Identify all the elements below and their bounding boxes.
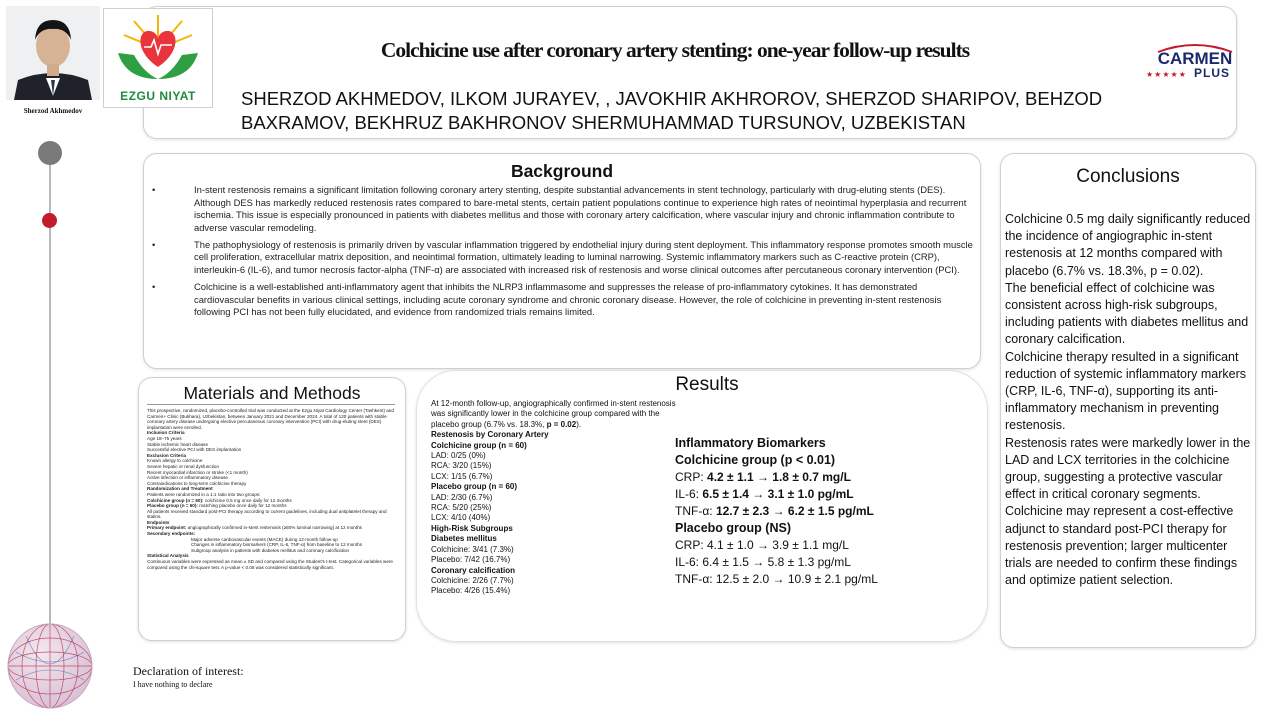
placebo-artery-row: RCA: 5/20 (25%) [431, 503, 492, 513]
background-item-text: The pathophysiology of restenosis is primarily driven by vascular inflammation triggered by endothelial injury during stent deployment. This inflammatory response promotes smooth muscle cell proliferation, extracellular matrix deposition, and neointimal formation, ultimately leading to luminal narrowing. Systemic inflammatory markers such as C-reactive protein (CRP), interleukin-6 (IL-6), and tumor necrosis factor-alpha (TNF-α) are associated with increased risk of restenosis and worse clinical outcomes after percutaneous coronary intervention (PCI). [194, 238, 973, 276]
methods-heading: Materials and Methods [183, 383, 361, 403]
exclusion-item: Contraindications to long-term colchicine therapy [147, 480, 247, 486]
diabetes-row: Placebo: 7/42 (16.7%) [431, 555, 511, 565]
results-restenosis-column [431, 399, 676, 597]
secondary-endpoint-item: Major adverse cardiovascular events (MACE) during 12-month follow-up [191, 536, 338, 542]
exclusion-item: Severe hepatic or renal dysfunction [147, 463, 220, 469]
results-panel [416, 370, 988, 642]
colchicine-biomarker-row [675, 503, 975, 520]
timeline-line [49, 152, 51, 697]
inclusion-title: Inclusion Criteria [147, 430, 185, 436]
conclusion-paragraph: Colchicine therapy resulted in a significant reduction of systemic inflammatory markers (CRP, IL-6, TNF-α), supporting its anti-inflammatory mechanism in preventing restenosis. [1005, 349, 1247, 433]
bullet: • [152, 238, 156, 250]
colchicine-artery-row: LAD: 0/25 (0%) [431, 451, 486, 461]
exclusion-item: Recent myocardial infarction or stroke (<1 month) [147, 469, 248, 475]
author-photo [6, 6, 100, 100]
colchicine-artery-title: Colchicine group (n = 60) [431, 440, 527, 450]
diabetes-title: Diabetes mellitus [431, 534, 497, 544]
bullet: • [152, 184, 156, 195]
biomarker-label: TNF-α: [675, 504, 716, 518]
carmen-plus-logo [1136, 40, 1254, 80]
colchicine-artery-row: LCX: 1/15 (6.7%) [431, 471, 493, 481]
primary-endpoint-label: Primary endpoint: [147, 525, 187, 531]
by-artery-title: Restenosis by Coronary Artery [431, 430, 549, 440]
globe-decoration [6, 622, 94, 710]
secondary-endpoint-item: Subgroup analysis in patients with diabetes mellitus and coronary calcification [191, 547, 350, 553]
background-list [152, 184, 974, 323]
calcification-title: Coronary calcification [431, 565, 516, 575]
calcification-row: Placebo: 4/26 (15.4%) [431, 586, 511, 596]
results-intro [431, 399, 676, 430]
methods-panel [138, 377, 406, 641]
background-item-text: In-stent restenosis remains a significant limitation following coronary artery stenting, despite substantial advancements in stent technology, particularly with drug-eluting stents (DES). Although DES has markedly reduced restenosis rates compared to bare-metal stents, certain patient populations continue to experience high rates of neointimal hyperplasia and recurrent ischemia. This issue is especially pronounced in patients with diabetes mellitus and those with coronary artery calcification, where vascular injury and chronic inflammation contribute to adverse vascular remodeling. [194, 184, 967, 233]
conclusions-heading: Conclusions [1076, 166, 1180, 187]
methods-intro: This prospective, randomized, placebo-controlled trial was conducted at the Ezgu Niyat Cardiology Center (Tashkent) and Carmen+ Clinic (Bukhara), Uzbekistan, between January 2021 and December 2024. A total of 120 patients with stable coronary artery disease undergoing elective percutaneous coronary intervention (PCI) with drug-eluting stent (DES) implantation were enrolled. [147, 408, 394, 430]
plus-text: PLUS [1193, 66, 1231, 80]
placebo-biomarker-row: IL-6: 6.4 ± 1.5 → 5.8 ± 1.3 pg/mL [675, 555, 851, 569]
colchicine-group-label: Colchicine group (n = 60): [147, 497, 204, 503]
timeline-dot-gray [38, 141, 62, 165]
colchicine-biomarkers-title: Colchicine group (p < 0.01) [675, 453, 836, 467]
high-risk-title: High-Risk Subgroups [431, 523, 513, 533]
results-intro-end: ). [576, 419, 582, 429]
globe-icon [6, 622, 94, 710]
results-biomarkers-column [675, 435, 975, 588]
secondary-endpoint-item: Changes in inflammatory biomarkers (CRP, IL-6, TNF-α) from baseline to 12 months [191, 542, 362, 548]
endpoints-title: Endpoints [147, 519, 170, 525]
carmen-text: CARMEN [1157, 49, 1233, 68]
results-heading: Results [675, 374, 739, 395]
ezgu-niyat-logo-text: EZGU NIYAT [120, 89, 196, 103]
bullet: • [152, 281, 156, 293]
authors-line-2: BAXRAMOV, BEKHRUZ BAKHRONOV SHERMUHAMMAD TURSUNOV, UZBEKISTAN [241, 112, 966, 133]
poster-title: Colchicine use after coronary artery stenting: one-year follow-up results [380, 38, 970, 62]
conclusion-paragraph: Colchicine may represent a cost-effective adjunct to standard post-PCI therapy for restenosis prevention; larger multicenter trials are needed to confirm these findings and optimize patient selection. [1005, 504, 1238, 588]
exclusion-title: Exclusion Criteria [147, 452, 187, 458]
heading-underline [147, 404, 395, 405]
ezgu-niyat-logo [103, 8, 213, 108]
placebo-group-text: matching placebo once daily for 12 months [197, 503, 287, 509]
placebo-artery-title: Placebo group (n = 60) [431, 482, 518, 492]
declaration-text: I have nothing to declare [133, 680, 213, 689]
background-item [152, 239, 974, 277]
exclusion-item: Known allergy to colchicine [147, 458, 203, 464]
colchicine-group-text: colchicine 0.5 mg once daily for 12 months [203, 497, 292, 503]
conclusions-text [1005, 211, 1255, 589]
randomization-text: Patients were randomized in a 1:1 ratio into two groups: [147, 491, 261, 497]
carmen-plus-logo-icon [1136, 40, 1254, 80]
heart-hands-icon [104, 9, 212, 89]
biomarker-value: 12.7 ± 2.3 → 6.2 ± 1.5 pg/mL [715, 504, 874, 518]
inclusion-item: Age 18–75 years [147, 435, 182, 441]
inclusion-item: Stable ischemic heart disease [147, 441, 209, 447]
secondary-endpoints-label: Secondary endpoints: [147, 531, 196, 537]
declaration-title: Declaration of interest: [133, 664, 244, 678]
results-intro-p-value: p = 0.02 [546, 419, 577, 429]
background-item [152, 184, 974, 234]
exclusion-item: Active infection or inflammatory disease [147, 475, 228, 481]
placebo-artery-row: LCX: 4/10 (40%) [431, 513, 491, 523]
conclusions-panel [1000, 153, 1256, 648]
statistics-title: Statistical Analysis [147, 553, 189, 559]
photo-caption: Sherzod Akhmedov [23, 107, 83, 115]
placebo-artery-row: LAD: 2/30 (6.7%) [431, 492, 493, 502]
therapy-text: All patients received standard post-PCI therapy according to current guidelines, including dual antiplatelet therapy and statins. [147, 508, 387, 520]
svg-text:★★★★★: ★★★★★ [1146, 70, 1187, 79]
background-item-text: Colchicine is a well-established anti-inflammatory agent that inhibits the NLRP3 inflammasome and suppresses the release of pro-inflammatory cytokines. It has demonstrated cardiovascular benefits in various clinical settings, including acute coronary syndrome and chronic coronary disease. However, the role of colchicine in preventing in-stent restenosis following PCI has not been fully elucidated, and evidence from randomized trials remains limited. [194, 281, 942, 318]
author-list [241, 87, 1111, 135]
biomarker-label: IL-6: [675, 487, 703, 501]
results-intro-text: At 12-month follow-up, angiographically confirmed in-stent restenosis was significantly lower in the colchicine group compared with the placebo group (6.7% vs. 18.3%, [431, 399, 676, 429]
authors-line-1: SHERZOD AKHMEDOV, ILKOM JURAYEV, , JAVOKHIR AKHROROV, SHERZOD SHARIPOV, BEHZOD [241, 88, 1103, 109]
conclusion-paragraph: Colchicine 0.5 mg daily significantly reduced the incidence of angiographic in-stent restenosis at 12 months compared with placebo (6.7% vs. 18.3%, p = 0.02). [1005, 212, 1251, 278]
diabetes-row: Colchicine: 3/41 (7.3%) [431, 544, 514, 554]
biomarkers-title: Inflammatory Biomarkers [675, 436, 826, 450]
background-heading: Background [510, 161, 614, 181]
calcification-row: Colchicine: 2/26 (7.7%) [431, 575, 514, 585]
methods-text [147, 408, 395, 570]
placebo-biomarkers-title: Placebo group (NS) [675, 521, 791, 535]
biomarker-label: CRP: [675, 470, 708, 484]
author-portrait-icon [6, 6, 100, 100]
colchicine-biomarker-row [675, 469, 975, 486]
statistics-text: Continuous variables were expressed as mean ± SD and compared using the Student's t-test. Categorical variables were compared using the chi-square test. A p-value < 0.05 was considered statistically significant. [147, 559, 393, 570]
inclusion-item: Successful elective PCI with DES implantation [147, 447, 242, 453]
timeline-dot-red [42, 213, 57, 228]
randomization-title: Randomization and Treatment [147, 486, 213, 492]
placebo-group-label: Placebo group (n = 60): [147, 503, 198, 509]
placebo-biomarker-row: CRP: 4.1 ± 1.0 → 3.9 ± 1.1 mg/L [675, 538, 849, 552]
colchicine-artery-row: RCA: 3/20 (15%) [431, 461, 492, 471]
background-item [152, 281, 974, 319]
background-panel [143, 153, 981, 369]
placebo-biomarker-row: TNF-α: 12.5 ± 2.0 → 10.9 ± 2.1 pg/mL [675, 572, 878, 586]
biomarker-value: 4.2 ± 1.1 → 1.8 ± 0.7 mg/L [707, 470, 851, 484]
biomarker-value: 6.5 ± 1.4 → 3.1 ± 1.0 pg/mL [702, 487, 854, 501]
primary-endpoint-text: angiographically confirmed in-stent restenosis (≥50% luminal narrowing) at 12 months [186, 525, 362, 531]
colchicine-biomarker-row [675, 486, 975, 503]
conclusion-paragraph: The beneficial effect of colchicine was consistent across high-risk subgroups, including patients with diabetes mellitus and coronary calcification. [1005, 280, 1249, 347]
conclusion-paragraph: Restenosis rates were markedly lower in the LAD and LCX territories in the colchicine group, suggesting a protective vascular effect in critical coronary segments. [1005, 435, 1251, 502]
